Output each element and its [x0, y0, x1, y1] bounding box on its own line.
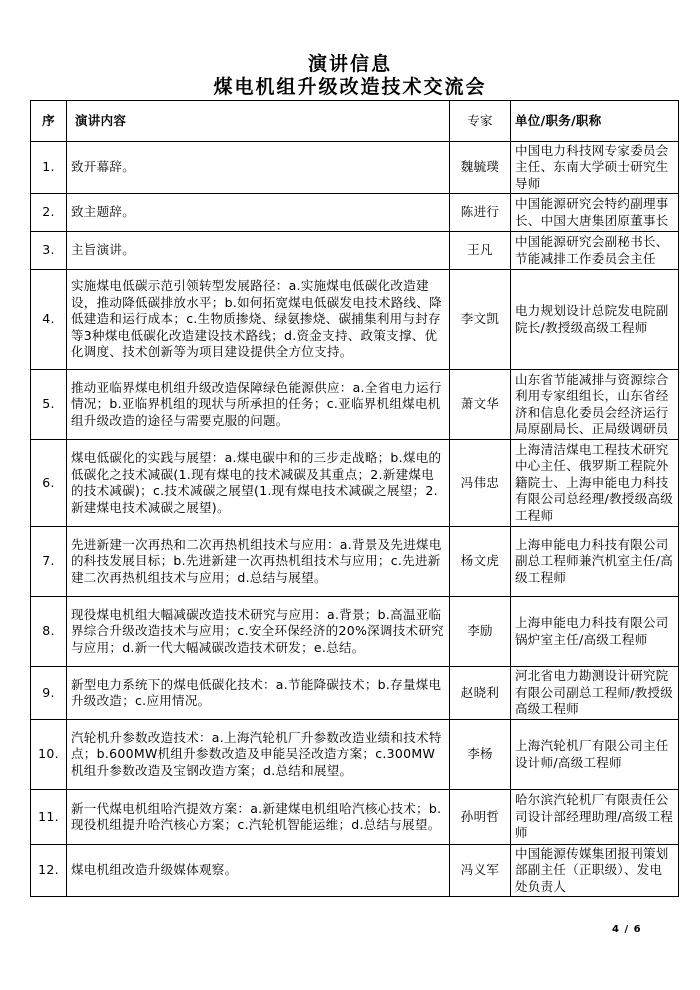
- speech-content: 先进新建一次再热和二次再热机组技术与应用：a.背景及先进煤电的科技发展目标；b.先进新建一次再热机组技术与应用；c.先进新建二次再热机组技术与应用；d.总结与展望。: [67, 527, 450, 597]
- row-number: 5.: [31, 370, 67, 440]
- row-number: 8.: [31, 597, 67, 667]
- table-row: [31, 270, 679, 370]
- table-row: [31, 527, 679, 597]
- expert-unit: 中国能源研究会特约副理事长、中国大唐集团原董事长: [511, 194, 679, 232]
- speech-content: 煤电低碳化的实践与展望：a.煤电碳中和的三步走战略；b.煤电的低碳化之技术减碳(1.现有煤电的技术减碳及其重点；2.新建煤电的技术减碳)；c.技术减碳之展望(1.现有煤电技术减碳之展望；2.新建煤电技术减碳之展望)。: [67, 440, 450, 527]
- column-header-content: 演讲内容: [67, 101, 450, 142]
- table-row: [31, 370, 679, 440]
- expert-name: 魏毓璞: [450, 142, 511, 194]
- expert-name: 萧文华: [450, 370, 511, 440]
- table-row: [31, 597, 679, 667]
- expert-unit: 上海申能电力科技有限公司锅炉室主任/高级工程师: [511, 597, 679, 667]
- expert-name: 杨文虎: [450, 527, 511, 597]
- table-row: [31, 142, 679, 194]
- table-row: [31, 440, 679, 527]
- speech-content: 致主题辞。: [67, 194, 450, 232]
- expert-unit: 哈尔滨汽轮机厂有限责任公司设计部经理助理/高级工程师: [511, 790, 679, 845]
- table-header-row: [31, 101, 679, 142]
- column-header-no: 序: [31, 101, 67, 142]
- speech-content: 实施煤电低碳示范引领转型发展路径：a.实施煤电低碳化改造建设，推动降低碳排放水平；b.如何拓宽煤电低碳发电技术路线、降低建造和运行成本；c.生物质掺烧、绿氨掺烧、碳捕集利用与封存等3种煤电低碳化改造建设技术路线；d.资金支持、政策支撑、优化调度、技术创新等为项目建设提供全方位支持。: [67, 270, 450, 370]
- row-number: 11.: [31, 790, 67, 845]
- speech-table: [30, 100, 679, 897]
- table-row: [31, 667, 679, 720]
- expert-unit: 山东省节能减排与资源综合利用专家组组长，山东省经济和信息化委员会经济运行局原副局长、正局级调研员: [511, 370, 679, 440]
- expert-name: 李文凯: [450, 270, 511, 370]
- speech-content: 新一代煤电机组哈汽提效方案：a.新建煤电机组哈汽核心技术；b.现役机组提升哈汽核心方案；c.汽轮机智能运维；d.总结与展望。: [67, 790, 450, 845]
- expert-unit: 上海汽轮机厂有限公司主任设计师/高级工程师: [511, 720, 679, 790]
- expert-unit: 电力规划设计总院发电院副院长/教授级高级工程师: [511, 270, 679, 370]
- expert-name: 李杨: [450, 720, 511, 790]
- column-header-expert: 专家: [450, 101, 511, 142]
- page-subtitle: 煤电机组升级改造技术交流会: [213, 76, 487, 98]
- row-number: 7.: [31, 527, 67, 597]
- table-row: [31, 790, 679, 845]
- speech-content: 致开幕辞。: [67, 142, 450, 194]
- row-number: 12.: [31, 845, 67, 897]
- row-number: 6.: [31, 440, 67, 527]
- column-header-unit: 单位/职务/职称: [511, 101, 679, 142]
- page-number: 4 / 6: [612, 924, 642, 935]
- expert-unit: 中国电力科技网专家委员会主任、东南大学硕士研究生导师: [511, 142, 679, 194]
- expert-name: 陈进行: [450, 194, 511, 232]
- table-row: [31, 845, 679, 897]
- row-number: 10.: [31, 720, 67, 790]
- row-number: 3.: [31, 232, 67, 270]
- expert-unit: 上海申能电力科技有限公司副总工程师兼汽机室主任/高级工程师: [511, 527, 679, 597]
- table-row: [31, 720, 679, 790]
- row-number: 4.: [31, 270, 67, 370]
- expert-unit: 中国能源传媒集团报刊策划部副主任（正职级）、发电处负责人: [511, 845, 679, 897]
- table-row: [31, 232, 679, 270]
- row-number: 9.: [31, 667, 67, 720]
- expert-unit: 上海清洁煤电工程技术研究中心主任、俄罗斯工程院外籍院士、上海申能电力科技有限公司总经理/教授级高级工程师: [511, 440, 679, 527]
- expert-name: 李励: [450, 597, 511, 667]
- speech-content: 现役煤电机组大幅减碳改造技术研究与应用：a.背景；b.高温亚临界综合升级改造技术与应用；c.安全环保经济的20%深调技术研究与应用；d.新一代大幅减碳改造技术研发；e.总结。: [67, 597, 450, 667]
- row-number: 2.: [31, 194, 67, 232]
- expert-unit: 中国能源研究会副秘书长、节能减排工作委员会主任: [511, 232, 679, 270]
- expert-name: 冯义军: [450, 845, 511, 897]
- speech-content: 煤电机组改造升级媒体观察。: [67, 845, 450, 897]
- speech-content: 主旨演讲。: [67, 232, 450, 270]
- expert-name: 冯伟忠: [450, 440, 511, 527]
- speech-content: 推动亚临界煤电机组升级改造保障绿色能源供应：a.全省电力运行情况；b.亚临界机组的现状与所承担的任务；c.亚临界机组煤电机组升级改造的途径与需要克服的问题。: [67, 370, 450, 440]
- speech-content: 新型电力系统下的煤电低碳化技术：a.节能降碳技术；b.存量煤电升级改造；c.应用情况。: [67, 667, 450, 720]
- speech-content: 汽轮机升参数改造技术：a.上海汽轮机厂升参数改造业绩和技术特点；b.600MW机组升参数改造及申能吴泾改造方案；c.300MW机组升参数改造及宝钢改造方案；d.总结和展望。: [67, 720, 450, 790]
- table-row: [31, 194, 679, 232]
- expert-name: 孙明哲: [450, 790, 511, 845]
- expert-name: 王凡: [450, 232, 511, 270]
- page-title: 演讲信息: [307, 53, 392, 75]
- expert-name: 赵晓利: [450, 667, 511, 720]
- expert-unit: 河北省电力勘测设计研究院有限公司副总工程师/教授级高级工程师: [511, 667, 679, 720]
- row-number: 1.: [31, 142, 67, 194]
